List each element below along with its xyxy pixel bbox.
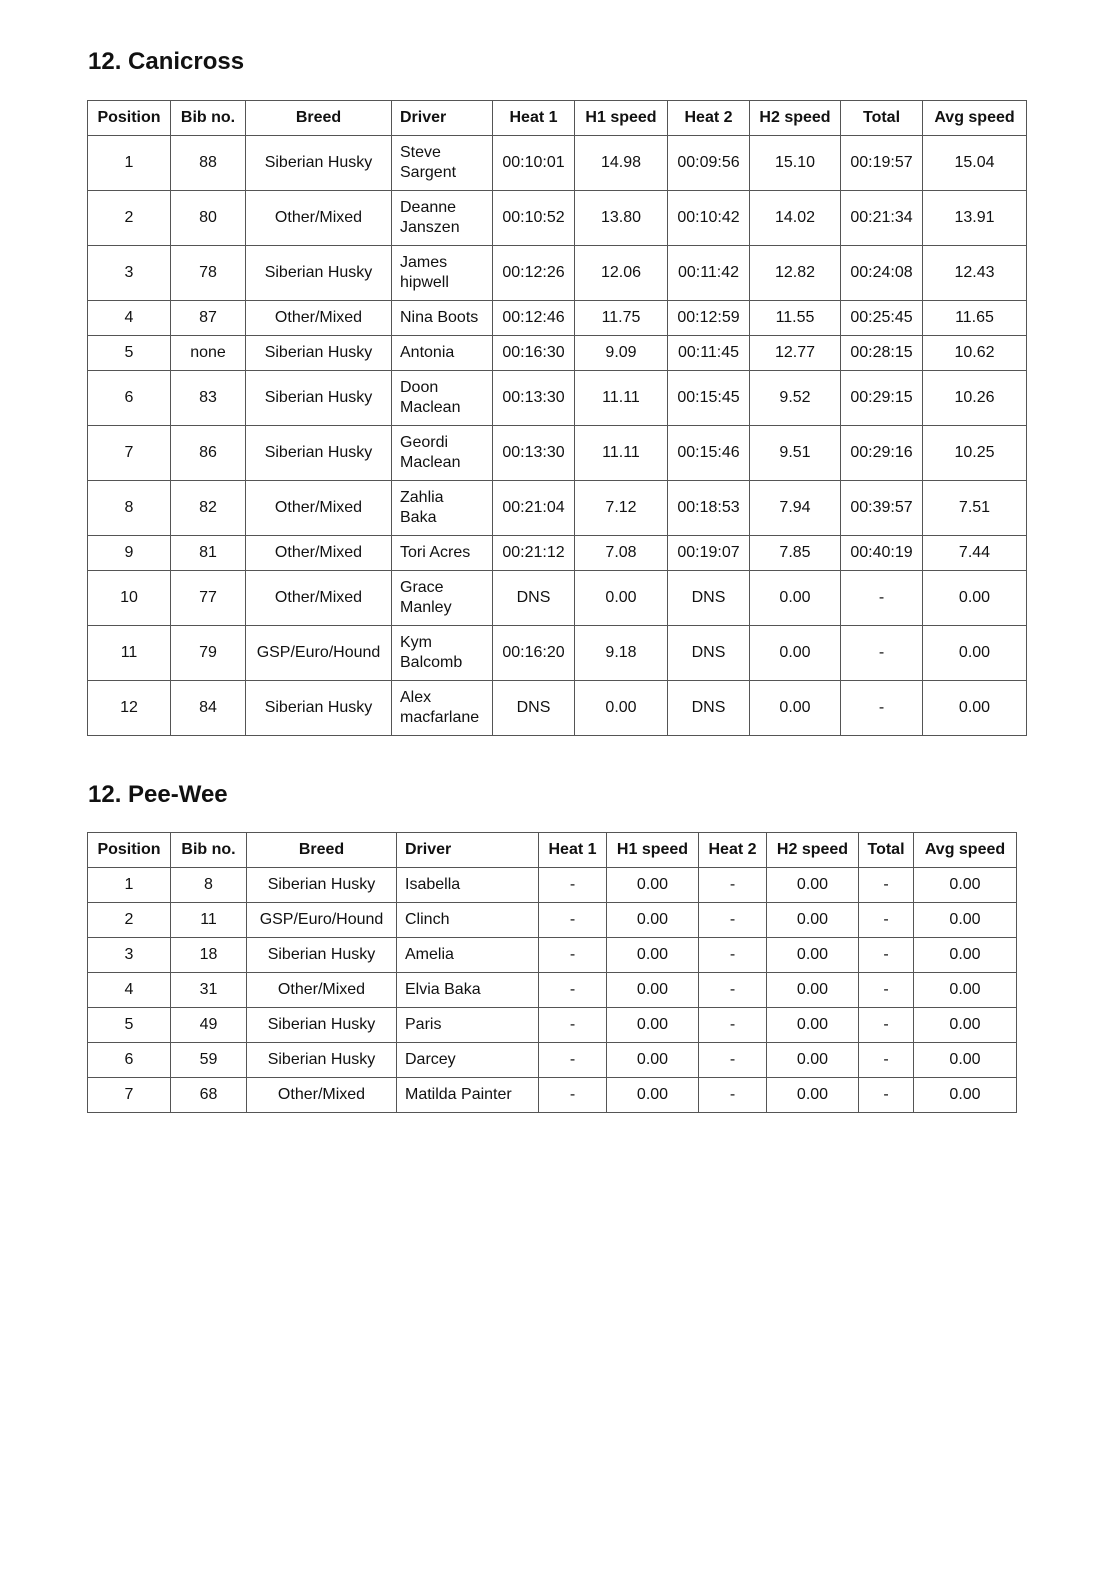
column-header-heat2: Heat 2 xyxy=(699,833,767,868)
table-row xyxy=(88,481,1027,536)
cell-total: 00:39:57 xyxy=(841,481,923,536)
cell-h2-speed: 0.00 xyxy=(750,681,841,736)
column-header-bib: Bib no. xyxy=(171,101,246,136)
cell-heat2: 00:15:46 xyxy=(668,426,750,481)
cell-h1-speed: 7.08 xyxy=(575,536,668,571)
cell-h2-speed: 0.00 xyxy=(750,571,841,626)
cell-h2-speed: 0.00 xyxy=(767,938,859,973)
cell-avg-speed: 15.04 xyxy=(923,136,1027,191)
cell-bib: 68 xyxy=(171,1078,247,1113)
cell-avg-speed: 0.00 xyxy=(914,938,1017,973)
cell-bib: 82 xyxy=(171,481,246,536)
cell-position: 7 xyxy=(88,1078,171,1113)
column-header-driver: Driver xyxy=(392,101,493,136)
cell-total: - xyxy=(859,1008,914,1043)
cell-breed: Other/Mixed xyxy=(246,191,392,246)
table-row xyxy=(88,191,1027,246)
cell-heat2: 00:18:53 xyxy=(668,481,750,536)
column-header-avg-speed: Avg speed xyxy=(923,101,1027,136)
cell-total: - xyxy=(859,973,914,1008)
column-header-h2-speed: H2 speed xyxy=(750,101,841,136)
cell-avg-speed: 0.00 xyxy=(914,1043,1017,1078)
column-header-h1-speed: H1 speed xyxy=(575,101,668,136)
cell-total: 00:29:16 xyxy=(841,426,923,481)
cell-bib: 78 xyxy=(171,246,246,301)
cell-h2-speed: 14.02 xyxy=(750,191,841,246)
header-row xyxy=(88,101,1027,136)
table-row xyxy=(88,626,1027,681)
cell-breed: GSP/Euro/Hound xyxy=(246,626,392,681)
cell-heat2: 00:11:45 xyxy=(668,336,750,371)
cell-driver: Kym Balcomb xyxy=(392,626,493,681)
cell-driver: Deanne Janszen xyxy=(392,191,493,246)
cell-driver: Amelia xyxy=(397,938,539,973)
cell-driver: Isabella xyxy=(397,868,539,903)
cell-total: 00:29:15 xyxy=(841,371,923,426)
cell-avg-speed: 0.00 xyxy=(923,681,1027,736)
cell-h2-speed: 12.82 xyxy=(750,246,841,301)
cell-h1-speed: 0.00 xyxy=(607,868,699,903)
column-header-heat1: Heat 1 xyxy=(539,833,607,868)
cell-h1-speed: 11.11 xyxy=(575,371,668,426)
cell-h2-speed: 9.52 xyxy=(750,371,841,426)
cell-avg-speed: 0.00 xyxy=(914,973,1017,1008)
table-row xyxy=(88,301,1027,336)
cell-driver: Darcey xyxy=(397,1043,539,1078)
cell-driver: Elvia Baka xyxy=(397,973,539,1008)
cell-total: - xyxy=(859,938,914,973)
cell-h1-speed: 0.00 xyxy=(607,903,699,938)
cell-avg-speed: 0.00 xyxy=(914,868,1017,903)
cell-position: 5 xyxy=(88,336,171,371)
column-header-position: Position xyxy=(88,833,171,868)
cell-driver: James hipwell xyxy=(392,246,493,301)
cell-avg-speed: 10.62 xyxy=(923,336,1027,371)
cell-total: - xyxy=(841,626,923,681)
cell-position: 11 xyxy=(88,626,171,681)
table-row xyxy=(88,938,1017,973)
column-header-h2-speed: H2 speed xyxy=(767,833,859,868)
cell-bib: 79 xyxy=(171,626,246,681)
column-header-avg-speed: Avg speed xyxy=(914,833,1017,868)
cell-driver: Paris xyxy=(397,1008,539,1043)
table-row xyxy=(88,136,1027,191)
cell-avg-speed: 0.00 xyxy=(914,903,1017,938)
header-row xyxy=(88,833,1017,868)
cell-position: 8 xyxy=(88,481,171,536)
cell-heat2: 00:15:45 xyxy=(668,371,750,426)
table-row xyxy=(88,336,1027,371)
column-header-breed: Breed xyxy=(246,101,392,136)
canicross-body xyxy=(88,136,1027,736)
cell-heat1: - xyxy=(539,1078,607,1113)
peewee-title: 12. Pee-Wee xyxy=(88,781,228,808)
cell-total: 00:25:45 xyxy=(841,301,923,336)
cell-heat2: 00:11:42 xyxy=(668,246,750,301)
cell-breed: Other/Mixed xyxy=(246,481,392,536)
cell-position: 1 xyxy=(88,868,171,903)
cell-avg-speed: 0.00 xyxy=(923,626,1027,681)
cell-heat1: - xyxy=(539,973,607,1008)
cell-heat2: DNS xyxy=(668,626,750,681)
cell-total: 00:24:08 xyxy=(841,246,923,301)
cell-heat2: - xyxy=(699,1078,767,1113)
cell-bib: 49 xyxy=(171,1008,247,1043)
cell-total: 00:21:34 xyxy=(841,191,923,246)
cell-heat2: 00:09:56 xyxy=(668,136,750,191)
cell-bib: 86 xyxy=(171,426,246,481)
cell-position: 3 xyxy=(88,938,171,973)
cell-breed: Siberian Husky xyxy=(246,426,392,481)
cell-breed: Other/Mixed xyxy=(247,973,397,1008)
cell-position: 9 xyxy=(88,536,171,571)
cell-heat2: 00:12:59 xyxy=(668,301,750,336)
cell-position: 2 xyxy=(88,903,171,938)
cell-h1-speed: 12.06 xyxy=(575,246,668,301)
cell-h2-speed: 0.00 xyxy=(767,1078,859,1113)
cell-heat2: DNS xyxy=(668,571,750,626)
cell-h1-speed: 0.00 xyxy=(607,1078,699,1113)
cell-avg-speed: 0.00 xyxy=(923,571,1027,626)
column-header-position: Position xyxy=(88,101,171,136)
cell-heat1: - xyxy=(539,868,607,903)
cell-breed: Siberian Husky xyxy=(247,1008,397,1043)
table-row xyxy=(88,1078,1017,1113)
cell-breed: Siberian Husky xyxy=(247,938,397,973)
column-header-heat2: Heat 2 xyxy=(668,101,750,136)
canicross-title: 12. Canicross xyxy=(88,48,245,75)
cell-total: - xyxy=(841,571,923,626)
cell-h2-speed: 0.00 xyxy=(767,903,859,938)
cell-bib: 87 xyxy=(171,301,246,336)
cell-breed: Other/Mixed xyxy=(246,301,392,336)
cell-h1-speed: 14.98 xyxy=(575,136,668,191)
cell-heat1: - xyxy=(539,1008,607,1043)
cell-h1-speed: 9.18 xyxy=(575,626,668,681)
cell-avg-speed: 10.25 xyxy=(923,426,1027,481)
cell-h2-speed: 0.00 xyxy=(767,1008,859,1043)
cell-avg-speed: 13.91 xyxy=(923,191,1027,246)
cell-avg-speed: 10.26 xyxy=(923,371,1027,426)
cell-breed: Siberian Husky xyxy=(246,681,392,736)
cell-position: 12 xyxy=(88,681,171,736)
cell-h1-speed: 11.11 xyxy=(575,426,668,481)
cell-bib: 31 xyxy=(171,973,247,1008)
peewee-header-row xyxy=(88,833,1017,868)
cell-breed: GSP/Euro/Hound xyxy=(247,903,397,938)
cell-h1-speed: 0.00 xyxy=(575,681,668,736)
cell-position: 4 xyxy=(88,973,171,1008)
canicross-header-row xyxy=(88,101,1027,136)
cell-h2-speed: 7.94 xyxy=(750,481,841,536)
cell-driver: Grace Manley xyxy=(392,571,493,626)
cell-heat2: 00:19:07 xyxy=(668,536,750,571)
cell-bib: 80 xyxy=(171,191,246,246)
cell-breed: Siberian Husky xyxy=(246,371,392,426)
cell-heat2: - xyxy=(699,868,767,903)
cell-heat1: 00:16:20 xyxy=(493,626,575,681)
cell-driver: Matilda Painter xyxy=(397,1078,539,1113)
table-row xyxy=(88,536,1027,571)
cell-driver: Steve Sargent xyxy=(392,136,493,191)
cell-heat1: 00:10:01 xyxy=(493,136,575,191)
cell-h1-speed: 0.00 xyxy=(607,1043,699,1078)
cell-heat1: DNS xyxy=(493,571,575,626)
cell-total: 00:28:15 xyxy=(841,336,923,371)
cell-total: - xyxy=(859,903,914,938)
table-row xyxy=(88,681,1027,736)
table-row xyxy=(88,426,1027,481)
cell-heat2: DNS xyxy=(668,681,750,736)
table-row xyxy=(88,1043,1017,1078)
cell-driver: Antonia xyxy=(392,336,493,371)
cell-avg-speed: 0.00 xyxy=(914,1008,1017,1043)
column-header-breed: Breed xyxy=(247,833,397,868)
cell-heat2: - xyxy=(699,938,767,973)
cell-position: 4 xyxy=(88,301,171,336)
cell-heat1: - xyxy=(539,903,607,938)
cell-heat1: 00:16:30 xyxy=(493,336,575,371)
column-header-heat1: Heat 1 xyxy=(493,101,575,136)
cell-h1-speed: 0.00 xyxy=(607,938,699,973)
table-row xyxy=(88,371,1027,426)
column-header-h1-speed: H1 speed xyxy=(607,833,699,868)
table-row xyxy=(88,571,1027,626)
cell-h1-speed: 11.75 xyxy=(575,301,668,336)
cell-position: 10 xyxy=(88,571,171,626)
cell-h1-speed: 0.00 xyxy=(607,973,699,1008)
cell-driver: Nina Boots xyxy=(392,301,493,336)
column-header-total: Total xyxy=(841,101,923,136)
cell-position: 2 xyxy=(88,191,171,246)
cell-bib: 81 xyxy=(171,536,246,571)
cell-avg-speed: 7.51 xyxy=(923,481,1027,536)
cell-h2-speed: 11.55 xyxy=(750,301,841,336)
cell-total: 00:19:57 xyxy=(841,136,923,191)
cell-position: 7 xyxy=(88,426,171,481)
cell-breed: Siberian Husky xyxy=(247,868,397,903)
cell-total: - xyxy=(859,1043,914,1078)
cell-breed: Other/Mixed xyxy=(246,536,392,571)
column-header-driver: Driver xyxy=(397,833,539,868)
cell-bib: none xyxy=(171,336,246,371)
cell-heat1: - xyxy=(539,938,607,973)
peewee-results-table xyxy=(87,832,1017,1113)
cell-heat1: 00:13:30 xyxy=(493,371,575,426)
cell-avg-speed: 7.44 xyxy=(923,536,1027,571)
cell-h2-speed: 12.77 xyxy=(750,336,841,371)
cell-bib: 83 xyxy=(171,371,246,426)
column-header-bib: Bib no. xyxy=(171,833,247,868)
cell-position: 6 xyxy=(88,1043,171,1078)
cell-heat1: 00:21:12 xyxy=(493,536,575,571)
cell-heat1: 00:10:52 xyxy=(493,191,575,246)
canicross-results-table xyxy=(87,100,1027,736)
table-row xyxy=(88,246,1027,301)
table-row xyxy=(88,868,1017,903)
cell-position: 1 xyxy=(88,136,171,191)
cell-breed: Other/Mixed xyxy=(247,1078,397,1113)
cell-heat2: - xyxy=(699,1043,767,1078)
cell-bib: 18 xyxy=(171,938,247,973)
cell-h2-speed: 0.00 xyxy=(750,626,841,681)
cell-position: 6 xyxy=(88,371,171,426)
cell-breed: Other/Mixed xyxy=(246,571,392,626)
cell-avg-speed: 0.00 xyxy=(914,1078,1017,1113)
cell-avg-speed: 12.43 xyxy=(923,246,1027,301)
cell-heat1: 00:21:04 xyxy=(493,481,575,536)
cell-h2-speed: 0.00 xyxy=(767,1043,859,1078)
cell-heat1: 00:12:46 xyxy=(493,301,575,336)
cell-bib: 88 xyxy=(171,136,246,191)
cell-h1-speed: 0.00 xyxy=(607,1008,699,1043)
cell-bib: 59 xyxy=(171,1043,247,1078)
cell-breed: Siberian Husky xyxy=(246,136,392,191)
cell-h2-speed: 0.00 xyxy=(767,973,859,1008)
cell-driver: Alex macfarlane xyxy=(392,681,493,736)
cell-bib: 8 xyxy=(171,868,247,903)
cell-h1-speed: 13.80 xyxy=(575,191,668,246)
cell-bib: 11 xyxy=(171,903,247,938)
cell-bib: 84 xyxy=(171,681,246,736)
cell-driver: Tori Acres xyxy=(392,536,493,571)
cell-heat1: 00:12:26 xyxy=(493,246,575,301)
cell-h2-speed: 15.10 xyxy=(750,136,841,191)
cell-heat2: - xyxy=(699,1008,767,1043)
table-row xyxy=(88,903,1017,938)
cell-position: 5 xyxy=(88,1008,171,1043)
cell-heat2: - xyxy=(699,973,767,1008)
cell-heat1: 00:13:30 xyxy=(493,426,575,481)
cell-breed: Siberian Husky xyxy=(247,1043,397,1078)
cell-total: - xyxy=(859,1078,914,1113)
cell-total: - xyxy=(859,868,914,903)
cell-heat2: 00:10:42 xyxy=(668,191,750,246)
cell-avg-speed: 11.65 xyxy=(923,301,1027,336)
cell-heat2: - xyxy=(699,903,767,938)
column-header-total: Total xyxy=(859,833,914,868)
cell-heat1: DNS xyxy=(493,681,575,736)
cell-h1-speed: 9.09 xyxy=(575,336,668,371)
cell-heat1: - xyxy=(539,1043,607,1078)
cell-h2-speed: 9.51 xyxy=(750,426,841,481)
cell-total: - xyxy=(841,681,923,736)
cell-bib: 77 xyxy=(171,571,246,626)
cell-driver: Geordi Maclean xyxy=(392,426,493,481)
table-row xyxy=(88,1008,1017,1043)
cell-breed: Siberian Husky xyxy=(246,246,392,301)
cell-driver: Clinch xyxy=(397,903,539,938)
cell-position: 3 xyxy=(88,246,171,301)
cell-h2-speed: 7.85 xyxy=(750,536,841,571)
cell-driver: Doon Maclean xyxy=(392,371,493,426)
cell-h2-speed: 0.00 xyxy=(767,868,859,903)
table-row xyxy=(88,973,1017,1008)
cell-h1-speed: 0.00 xyxy=(575,571,668,626)
cell-driver: Zahlia Baka xyxy=(392,481,493,536)
cell-breed: Siberian Husky xyxy=(246,336,392,371)
cell-total: 00:40:19 xyxy=(841,536,923,571)
cell-h1-speed: 7.12 xyxy=(575,481,668,536)
peewee-body xyxy=(88,868,1017,1113)
